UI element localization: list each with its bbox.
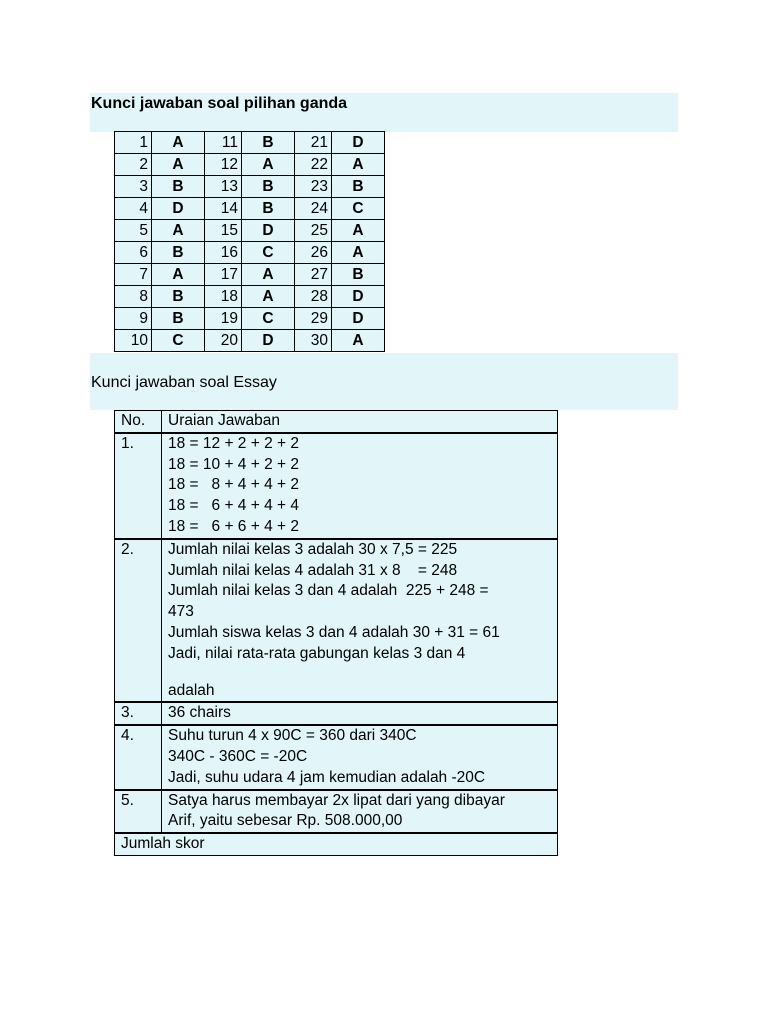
question-number: 18 bbox=[205, 286, 242, 308]
question-number: 30 bbox=[295, 330, 332, 352]
essay-row bbox=[115, 790, 558, 834]
answer-key: A bbox=[242, 264, 295, 286]
question-number: 7 bbox=[115, 264, 152, 286]
essay-row bbox=[115, 539, 558, 703]
question-number: 17 bbox=[205, 264, 242, 286]
answer-line bbox=[168, 665, 551, 681]
mc-row bbox=[115, 286, 385, 308]
question-number: 5 bbox=[115, 220, 152, 242]
answer-key: A bbox=[242, 154, 295, 176]
mc-row bbox=[115, 176, 385, 198]
question-number: 28 bbox=[295, 286, 332, 308]
essay-answer-table bbox=[114, 410, 558, 856]
mc-row bbox=[115, 242, 385, 264]
mc-row bbox=[115, 220, 385, 242]
answer-line: 18 = 6 + 4 + 4 + 4 bbox=[168, 497, 299, 515]
question-number: 26 bbox=[295, 242, 332, 264]
question-number: 24 bbox=[295, 198, 332, 220]
essay-number: 4. bbox=[115, 725, 162, 789]
answer-line: 473 bbox=[168, 603, 194, 621]
mc-heading: Kunci jawaban soal pilihan ganda bbox=[91, 95, 348, 112]
question-number: 1 bbox=[115, 132, 152, 154]
question-number: 23 bbox=[295, 176, 332, 198]
answer-line: 18 = 8 + 4 + 4 + 2 bbox=[168, 476, 299, 494]
essay-answer bbox=[162, 725, 558, 789]
answer-key: A bbox=[152, 264, 205, 286]
essay-header-row bbox=[115, 411, 558, 433]
answer-key: B bbox=[332, 264, 385, 286]
essay-header-answer: Uraian Jawaban bbox=[162, 411, 558, 433]
question-number: 2 bbox=[115, 154, 152, 176]
answer-key: D bbox=[242, 220, 295, 242]
answer-line: 18 = 6 + 6 + 4 + 2 bbox=[168, 517, 299, 535]
answer-key: B bbox=[152, 242, 205, 264]
answer-key: A bbox=[332, 154, 385, 176]
question-number: 13 bbox=[205, 176, 242, 198]
mc-row bbox=[115, 198, 385, 220]
question-number: 16 bbox=[205, 242, 242, 264]
answer-line: Jumlah nilai kelas 3 dan 4 adalah 225 + 248 = bbox=[168, 582, 489, 600]
question-number: 22 bbox=[295, 154, 332, 176]
question-number: 8 bbox=[115, 286, 152, 308]
mc-row bbox=[115, 132, 385, 154]
essay-row bbox=[115, 433, 558, 539]
answer-key: C bbox=[152, 330, 205, 352]
essay-answer bbox=[162, 539, 558, 703]
question-number: 14 bbox=[205, 198, 242, 220]
answer-key: C bbox=[242, 242, 295, 264]
essay-number: 2. bbox=[115, 539, 162, 703]
answer-key: B bbox=[152, 286, 205, 308]
answer-key: A bbox=[332, 220, 385, 242]
answer-key: D bbox=[242, 330, 295, 352]
answer-key: B bbox=[332, 176, 385, 198]
mc-row bbox=[115, 308, 385, 330]
answer-line: 340C - 360C = -20C bbox=[168, 747, 308, 765]
essay-number: 5. bbox=[115, 790, 162, 834]
answer-key: B bbox=[152, 176, 205, 198]
answer-key: D bbox=[332, 286, 385, 308]
answer-line: 18 = 10 + 4 + 2 + 2 bbox=[168, 455, 300, 473]
answer-line: Jumlah nilai kelas 3 adalah 30 x 7,5 = 225 bbox=[168, 540, 458, 558]
question-number: 11 bbox=[205, 132, 242, 154]
question-number: 19 bbox=[205, 308, 242, 330]
essay-heading: Kunci jawaban soal Essay bbox=[91, 374, 277, 391]
essay-answer bbox=[162, 702, 558, 725]
answer-line: 18 = 12 + 2 + 2 + 2 bbox=[168, 434, 300, 452]
answer-line: Satya harus membayar 2x lipat dari yang dibayar bbox=[168, 791, 505, 809]
essay-row bbox=[115, 725, 558, 789]
answer-key: C bbox=[332, 198, 385, 220]
answer-key: D bbox=[332, 308, 385, 330]
mc-row bbox=[115, 264, 385, 286]
mc-row bbox=[115, 330, 385, 352]
question-number: 29 bbox=[295, 308, 332, 330]
question-number: 3 bbox=[115, 176, 152, 198]
essay-answer bbox=[162, 790, 558, 834]
question-number: 4 bbox=[115, 198, 152, 220]
answer-key: A bbox=[332, 330, 385, 352]
answer-line: adalah bbox=[168, 681, 215, 699]
answer-line: Jadi, nilai rata-rata gabungan kelas 3 dan 4 bbox=[168, 644, 466, 662]
question-number: 21 bbox=[295, 132, 332, 154]
mc-row bbox=[115, 154, 385, 176]
essay-number: 1. bbox=[115, 433, 162, 539]
question-number: 25 bbox=[295, 220, 332, 242]
question-number: 20 bbox=[205, 330, 242, 352]
answer-key: B bbox=[242, 176, 295, 198]
total-score-label: Jumlah skor bbox=[115, 833, 558, 855]
essay-answer bbox=[162, 433, 558, 539]
answer-line: Jadi, suhu udara 4 jam kemudian adalah -20C bbox=[168, 768, 486, 786]
answer-key: A bbox=[242, 286, 295, 308]
essay-footer-row bbox=[115, 833, 558, 855]
question-number: 12 bbox=[205, 154, 242, 176]
answer-key: C bbox=[242, 308, 295, 330]
question-number: 15 bbox=[205, 220, 242, 242]
answer-key: A bbox=[152, 220, 205, 242]
answer-key: A bbox=[152, 132, 205, 154]
question-number: 27 bbox=[295, 264, 332, 286]
answer-line: Jumlah nilai kelas 4 adalah 31 x 8 = 248 bbox=[168, 561, 458, 579]
answer-line: Jumlah siswa kelas 3 dan 4 adalah 30 + 31 = 61 bbox=[168, 623, 500, 641]
question-number: 10 bbox=[115, 330, 152, 352]
answer-line: Suhu turun 4 x 90C = 360 dari 340C bbox=[168, 727, 417, 745]
question-number: 6 bbox=[115, 242, 152, 264]
question-number: 9 bbox=[115, 308, 152, 330]
answer-key: B bbox=[242, 132, 295, 154]
answer-key: B bbox=[242, 198, 295, 220]
answer-key: B bbox=[152, 308, 205, 330]
essay-header-no: No. bbox=[115, 411, 162, 433]
essay-row bbox=[115, 702, 558, 725]
mc-answer-table bbox=[114, 131, 385, 352]
essay-number: 3. bbox=[115, 702, 162, 725]
answer-line: Arif, yaitu sebesar Rp. 508.000,00 bbox=[168, 812, 403, 830]
answer-key: D bbox=[332, 132, 385, 154]
answer-key: A bbox=[152, 154, 205, 176]
answer-key: D bbox=[152, 198, 205, 220]
answer-line: 36 chairs bbox=[168, 704, 231, 722]
answer-key: A bbox=[332, 242, 385, 264]
